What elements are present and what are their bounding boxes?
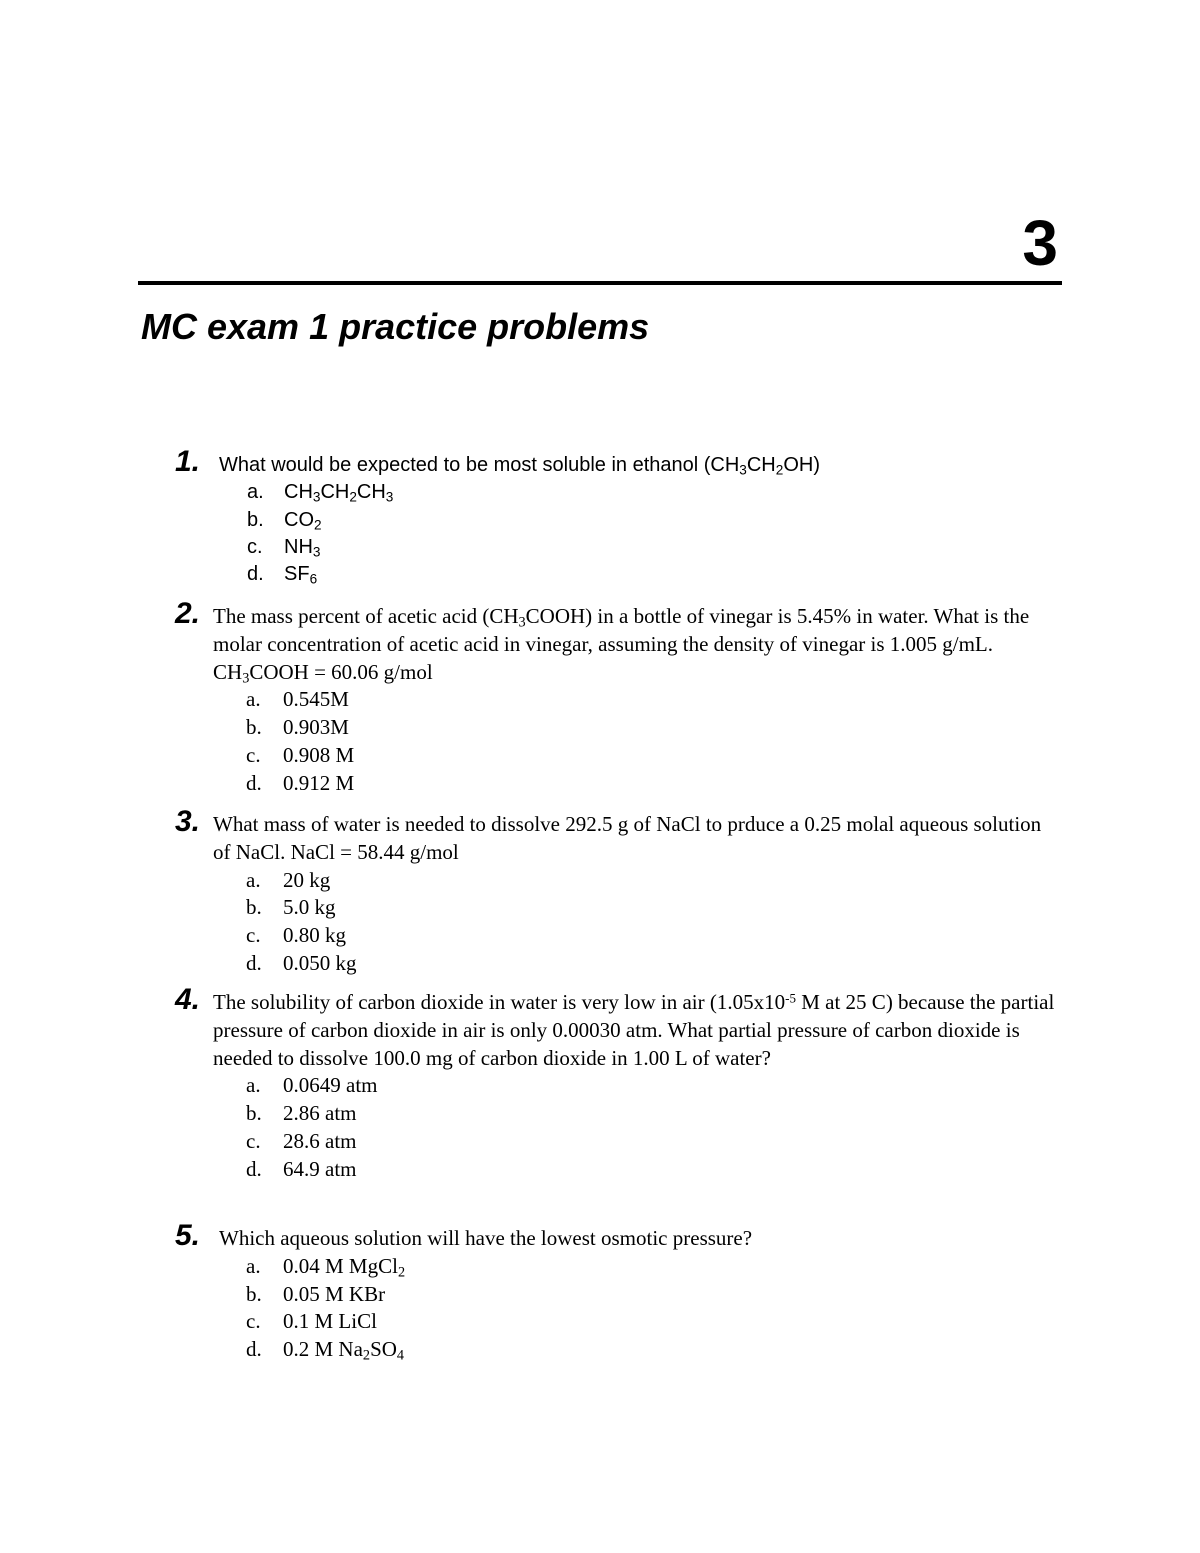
- question-4: [175, 983, 1058, 1184]
- option-text: 0.908 M: [283, 742, 355, 767]
- question-3: [175, 805, 1058, 978]
- option-text: $NH_3$: [284, 535, 321, 560]
- header-rule: [138, 281, 1062, 285]
- option-text: 28.6 atm: [283, 1128, 357, 1153]
- option-d: d. 64.9 atm: [246, 1156, 1058, 1184]
- option-a: a. 20 kg: [246, 867, 1058, 895]
- question-number: 5.: [175, 1219, 201, 1252]
- question-text: Which aqueous solution will have the lowest osmotic pressure?: [219, 1226, 753, 1250]
- option-text: $CH_3CH_2CH_3$: [284, 481, 394, 505]
- question-text: What would be expected to be most soluble in ethanol $(CH_3CH_2OH)$: [219, 454, 820, 478]
- question-1: [175, 445, 820, 588]
- question-text: What mass of water is needed to dissolve 292.5 g of NaCl to prduce a 0.25 molal aqueous solution of NaCl. NaCl = 58.44 g/mol: [213, 812, 1042, 864]
- option-a: a. 0.0649 atm: [246, 1072, 1058, 1100]
- question-number: 2.: [175, 597, 201, 630]
- option-text: 0.545M: [283, 687, 349, 712]
- option-c: c. 0.1 M LiCl: [246, 1308, 752, 1336]
- question-5: [175, 1219, 753, 1364]
- option-text: 0.80 kg: [283, 923, 346, 948]
- option-text: 0.050 kg: [283, 950, 357, 975]
- option-c: c. 0.80 kg: [246, 922, 1058, 950]
- question-number: 1.: [175, 445, 201, 478]
- question-text: The mass percent of acetic acid $(CH_3COOH)$ in a bottle of vinegar is 5.45% in water. What is the molar concentration of acetic acid in vinegar, assuming the density of vinegar is 1.005 g/mL. $CH_3COOH = 60.06$ g/mol: [213, 604, 1030, 687]
- option-text: 0.0649 atm: [283, 1073, 378, 1098]
- option-d: d. 0.2 M $Na_2SO_4$: [246, 1337, 405, 1364]
- option-d: d. 0.912 M: [246, 770, 1058, 798]
- options-list: [175, 1072, 1058, 1183]
- option-a: a. $CH_3CH_2CH_3$: [247, 481, 394, 505]
- option-text: $SF_6$: [284, 563, 318, 587]
- option-text: 5.0 kg: [283, 895, 336, 920]
- option-b: b. $CO_2$: [247, 508, 322, 532]
- option-c: c. $NH_3$: [247, 535, 321, 560]
- option-c: c. 0.908 M: [246, 742, 1058, 770]
- options-list: [175, 1253, 752, 1364]
- options-list: [175, 686, 1058, 797]
- option-text: 0.2 M $Na_2SO_4$: [283, 1337, 405, 1364]
- option-b: b. 2.86 atm: [246, 1100, 1058, 1128]
- question-text: The solubility of carbon dioxide in water is very low in air ($1.05x10^{-5}$ M at 25 C) because the partial pressure of carbon dioxide in air is only 0.00030 atm. What partial pressure of carbon dioxide is needed to dissolve 100.0 mg of carbon dioxide in 1.00 L of water?: [213, 990, 1055, 1070]
- question-number: 4.: [175, 983, 201, 1016]
- question-number: 3.: [175, 805, 201, 838]
- option-c: c. 28.6 atm: [246, 1128, 1058, 1156]
- option-d: d. $SF_6$: [247, 563, 318, 587]
- option-text: $CO_2$: [284, 508, 322, 532]
- options-list: [175, 867, 1058, 978]
- option-text: 0.912 M: [283, 770, 355, 795]
- option-a: a. 0.545M: [246, 686, 1058, 714]
- option-text: 0.05 M KBr: [283, 1281, 386, 1306]
- question-2: [175, 597, 1058, 798]
- chapter-number: 3: [1022, 207, 1058, 279]
- option-b: b. 0.05 M KBr: [246, 1281, 752, 1309]
- option-text: 0.04 M MgCl$_2$: [283, 1253, 406, 1281]
- option-text: 0.1 M LiCl: [283, 1309, 377, 1334]
- option-b: b. 0.903M: [246, 714, 1058, 742]
- option-a: a. 0.04 M MgCl$_2$: [246, 1253, 406, 1281]
- option-b: b. 5.0 kg: [246, 894, 1058, 922]
- option-text: 2.86 atm: [283, 1101, 357, 1126]
- options-list: [175, 479, 820, 588]
- page-title: MC exam 1 practice problems: [141, 306, 650, 347]
- option-text: 20 kg: [283, 867, 331, 892]
- option-text: 64.9 atm: [283, 1156, 357, 1181]
- option-d: d. 0.050 kg: [246, 950, 1058, 978]
- option-text: 0.903M: [283, 715, 349, 740]
